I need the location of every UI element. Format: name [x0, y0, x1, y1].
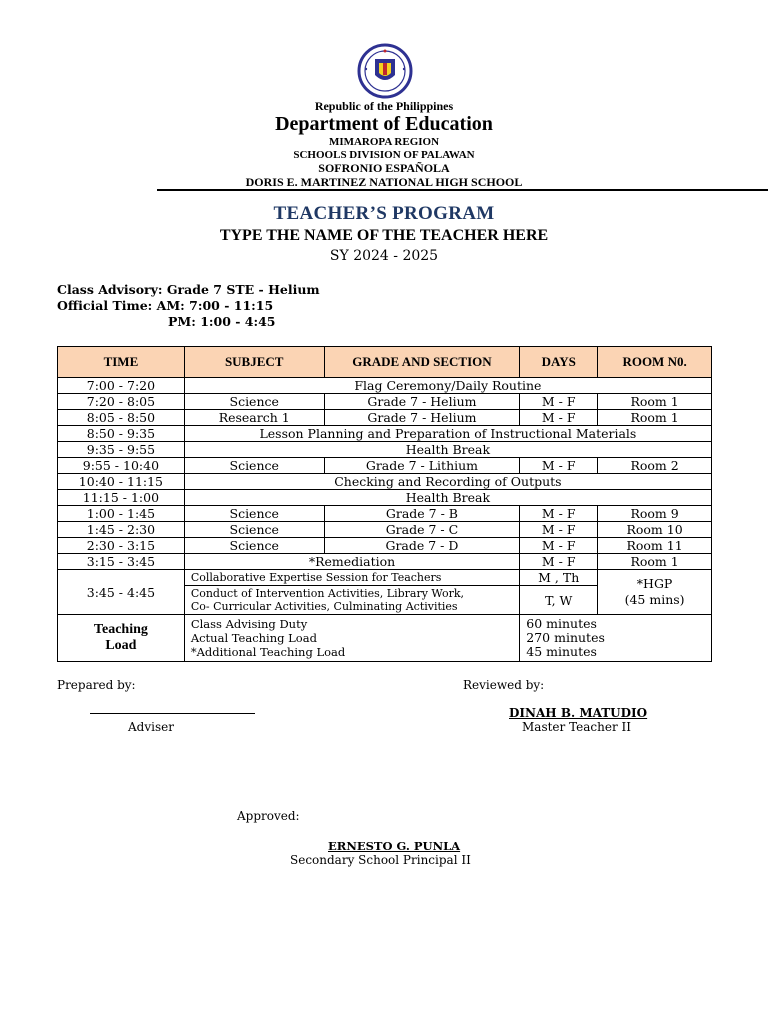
- intervention-line-2: Co- Curricular Activities, Culminating Activities: [190, 600, 458, 613]
- cell-activity: Health Break: [184, 490, 711, 506]
- table-row: [58, 394, 712, 410]
- adviser-signature-line: [90, 712, 255, 714]
- schedule-table: [57, 346, 712, 662]
- table-row: [58, 522, 712, 538]
- header-republic: Republic of the Philippines: [314, 99, 454, 113]
- cell-subject: Science: [184, 458, 324, 474]
- cell-time: 8:05 - 8:50: [58, 410, 185, 426]
- teaching-load-items: [184, 615, 519, 662]
- cell-time: 7:20 - 8:05: [58, 394, 185, 410]
- cell-activity: Checking and Recording of Outputs: [184, 474, 711, 490]
- cell-grade: Grade 7 - Lithium: [324, 458, 520, 474]
- col-header-room: ROOM N0.: [598, 347, 712, 378]
- cell-time: 1:00 - 1:45: [58, 506, 185, 522]
- cell-room: Room 10: [598, 522, 712, 538]
- cell-grade: Grade 7 - Helium: [324, 394, 520, 410]
- header-divider: [157, 189, 768, 191]
- cell-subject: Science: [184, 538, 324, 554]
- cell-time: 2:30 - 3:15: [58, 538, 185, 554]
- cell-time: 9:55 - 10:40: [58, 458, 185, 474]
- col-header-grade: GRADE AND SECTION: [324, 347, 520, 378]
- cell-remediation: *Remediation: [184, 554, 519, 570]
- cell-days: M - F: [520, 538, 598, 554]
- approved-label: Approved:: [237, 809, 300, 823]
- teacher-name: TYPE THE NAME OF THE TEACHER HERE: [219, 227, 549, 244]
- cell-time: 1:45 - 2:30: [58, 522, 185, 538]
- cell-time: 7:00 - 7:20: [58, 378, 185, 394]
- teaching-load-label-line2: Load: [105, 638, 137, 653]
- cell-activity: Lesson Planning and Preparation of Instructional Materials: [184, 426, 711, 442]
- cell-room: Room 11: [598, 538, 712, 554]
- table-row: [58, 426, 712, 442]
- cell-subject: Science: [184, 506, 324, 522]
- cell-room: Room 2: [598, 458, 712, 474]
- cell-activity: Flag Ceremony/Daily Routine: [184, 378, 711, 394]
- teaching-load-label-line1: Teaching: [93, 622, 148, 637]
- table-row: [58, 506, 712, 522]
- teaching-load-minutes: [520, 615, 712, 662]
- table-header-row: [58, 347, 712, 378]
- document-title: TEACHER’S PROGRAM: [273, 203, 495, 224]
- cell-grade: Grade 7 - B: [324, 506, 520, 522]
- col-header-days: DAYS: [520, 347, 598, 378]
- cell-days: M - F: [520, 522, 598, 538]
- adviser-role: Adviser: [128, 720, 174, 734]
- cell-grade: Grade 7 - Helium: [324, 410, 520, 426]
- deped-seal-icon: [352, 43, 418, 99]
- reviewer-name: DINAH B. MATUDIO: [509, 706, 648, 720]
- hgp-duration: (45 mins): [624, 592, 685, 607]
- school-year: SY 2024 - 2025: [329, 248, 439, 264]
- cell-room: Room 1: [598, 410, 712, 426]
- official-time-am: Official Time: AM: 7:00 - 11:15: [57, 298, 274, 313]
- load-item: *Additional Teaching Load: [190, 645, 346, 659]
- cell-time: 9:35 - 9:55: [58, 442, 185, 458]
- hgp-label: *HGP: [636, 576, 673, 591]
- header-division: SCHOOLS DIVISION OF PALAWAN: [293, 149, 475, 161]
- cell-collaborative-session: Collaborative Expertise Session for Teachers: [184, 570, 519, 586]
- table-row: [58, 442, 712, 458]
- col-header-subject: SUBJECT: [184, 347, 324, 378]
- table-row: [58, 410, 712, 426]
- approver-role: Secondary School Principal II: [290, 853, 471, 867]
- cell-grade: Grade 7 - C: [324, 522, 520, 538]
- table-row: [58, 554, 712, 570]
- load-minutes: 270 minutes: [526, 630, 605, 645]
- cell-subject: Research 1: [184, 410, 324, 426]
- header-town: SOFRONIO ESPAÑOLA: [318, 161, 450, 175]
- header-school: DORIS E. MARTINEZ NATIONAL HIGH SCHOOL: [245, 175, 523, 189]
- table-row: [58, 458, 712, 474]
- load-item: Class Advising Duty: [190, 617, 308, 631]
- header-region: MIMAROPA REGION: [328, 136, 440, 148]
- class-advisory: Class Advisory: Grade 7 STE - Helium: [57, 282, 320, 297]
- cell-days: M - F: [520, 554, 598, 570]
- table-row: [58, 378, 712, 394]
- teaching-load-label: [58, 615, 185, 662]
- cell-intervention-activities: [184, 586, 519, 615]
- cell-days: M , Th: [520, 570, 598, 586]
- cell-activity: Health Break: [184, 442, 711, 458]
- intervention-line-1: Conduct of Intervention Activities, Library Work,: [190, 587, 465, 600]
- header-department: Department of Education: [275, 113, 493, 135]
- cell-days: M - F: [520, 410, 598, 426]
- cell-grade: Grade 7 - D: [324, 538, 520, 554]
- load-item: Actual Teaching Load: [190, 631, 317, 645]
- table-row: [58, 474, 712, 490]
- official-time-pm: PM: 1:00 - 4:45: [168, 314, 276, 329]
- cell-subject: Science: [184, 394, 324, 410]
- teaching-load-row: [58, 615, 712, 662]
- reviewer-role: Master Teacher II: [522, 720, 631, 734]
- prepared-by-label: Prepared by:: [57, 678, 136, 692]
- cell-days: M - F: [520, 458, 598, 474]
- load-minutes: 60 minutes: [526, 616, 597, 631]
- approver-name: ERNESTO G. PUNLA: [328, 839, 461, 853]
- cell-days: M - F: [520, 394, 598, 410]
- cell-subject: Science: [184, 522, 324, 538]
- table-row: [58, 538, 712, 554]
- cell-room: Room 1: [598, 554, 712, 570]
- cell-time: 10:40 - 11:15: [58, 474, 185, 490]
- load-minutes: 45 minutes: [526, 644, 597, 659]
- cell-time: 8:50 - 9:35: [58, 426, 185, 442]
- cell-days: M - F: [520, 506, 598, 522]
- cell-room: Room 9: [598, 506, 712, 522]
- cell-time: 3:45 - 4:45: [58, 570, 185, 615]
- table-row: [58, 570, 712, 586]
- cell-time: 11:15 - 1:00: [58, 490, 185, 506]
- reviewed-by-label: Reviewed by:: [463, 678, 545, 692]
- table-row: [58, 490, 712, 506]
- cell-time: 3:15 - 3:45: [58, 554, 185, 570]
- col-header-time: TIME: [58, 347, 185, 378]
- cell-room: Room 1: [598, 394, 712, 410]
- cell-days: T, W: [520, 586, 598, 615]
- cell-hgp: [598, 570, 712, 615]
